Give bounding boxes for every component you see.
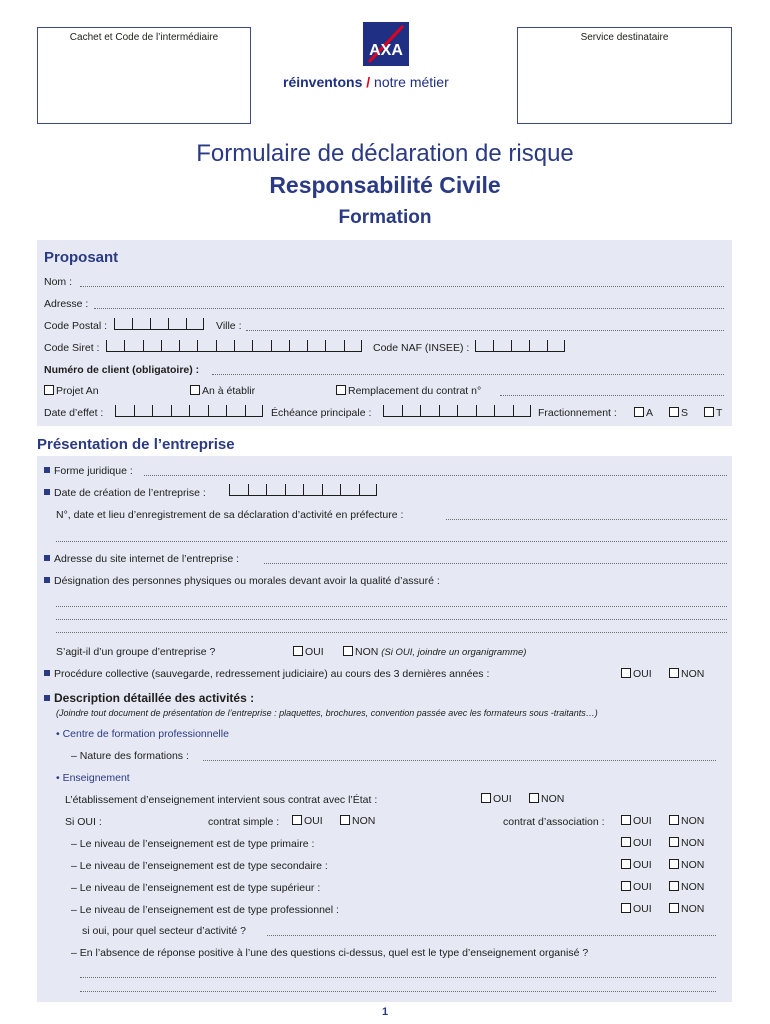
enregistrement-label: N°, date et lieu d’enregistrement de sa déclaration d’activité en préfecture : — [56, 509, 404, 521]
bullet-dot-icon: • — [56, 772, 63, 784]
procedure-text: Procédure collective (sauvegarde, redressement judiciaire) au cours des 3 dernières années : — [54, 668, 490, 680]
description-label — [44, 691, 254, 705]
projet-an-checkbox[interactable] — [44, 385, 54, 395]
axa-logo-text: AXA — [369, 42, 403, 59]
enseignement-text: Enseignement — [62, 772, 130, 784]
forme-juridique-label — [44, 465, 133, 477]
code-postal-comb[interactable] — [114, 318, 204, 330]
ville-field[interactable] — [246, 330, 724, 331]
professionnel-non-option[interactable] — [669, 903, 704, 915]
designation-field-3[interactable] — [56, 632, 727, 633]
groupe-note: (Si OUI, joindre un organigramme) — [381, 647, 527, 658]
code-naf-comb[interactable] — [475, 340, 565, 352]
code-siret-comb[interactable] — [106, 340, 362, 352]
code-postal-label: Code Postal : — [44, 320, 108, 332]
bullet-square-icon — [44, 467, 50, 473]
niveau-secondaire-label: – Le niveau de l’enseignement est de type secondaire : — [71, 860, 328, 872]
contrat-association-label: contrat d’association : — [503, 816, 605, 828]
frac-a-checkbox[interactable] — [634, 407, 644, 417]
contrat-association-non-checkbox[interactable] — [669, 815, 679, 825]
groupe-oui-label: OUI — [305, 646, 324, 658]
echeance-label: Échéance principale : — [271, 407, 372, 419]
primaire-non-option[interactable] — [669, 837, 704, 849]
axa-logo — [363, 22, 409, 66]
ville-label: Ville : — [216, 320, 242, 332]
contrat-association-oui-label: OUI — [633, 815, 652, 827]
professionnel-oui-checkbox[interactable] — [621, 903, 631, 913]
groupe-non-label: NON — [355, 646, 379, 658]
secondaire-non-label: NON — [681, 859, 705, 871]
contrat-simple-non-option[interactable] — [340, 815, 375, 827]
contrat-etat-oui-checkbox[interactable] — [481, 793, 491, 803]
contrat-simple-non-label: NON — [352, 815, 376, 827]
adresse-field[interactable] — [94, 308, 724, 309]
enregistrement-field-2[interactable] — [56, 541, 727, 542]
designation-text: Désignation des personnes physiques ou morales devant avoir la qualité d’assuré : — [54, 575, 440, 587]
professionnel-non-label: NON — [681, 903, 705, 915]
contrat-etat-non-label: NON — [541, 793, 565, 805]
secteur-label: si oui, pour quel secteur d’activité ? — [82, 925, 247, 937]
contrat-association-oui-option[interactable] — [621, 815, 652, 827]
nature-label: – Nature des formations : — [71, 750, 189, 762]
groupe-oui-option[interactable] — [293, 646, 324, 658]
secondaire-oui-label: OUI — [633, 859, 652, 871]
groupe-non-option[interactable] — [343, 646, 526, 658]
contrat-simple-oui-checkbox[interactable] — [292, 815, 302, 825]
procedure-oui-label: OUI — [633, 668, 652, 680]
site-field[interactable] — [264, 563, 727, 564]
procedure-oui-option[interactable] — [621, 668, 652, 680]
primaire-oui-option[interactable] — [621, 837, 652, 849]
date-creation-comb[interactable] — [229, 484, 377, 496]
superieur-oui-label: OUI — [633, 881, 652, 893]
an-a-etablir-label: An à établir — [202, 385, 256, 397]
slogan — [283, 74, 449, 90]
proposant-panel — [37, 240, 732, 426]
absence-field-2[interactable] — [80, 991, 716, 992]
site-text: Adresse du site internet de l’entreprise : — [54, 553, 240, 565]
form-subsubtitle: Formation — [338, 207, 432, 228]
frac-a-option[interactable] — [634, 407, 653, 419]
destination-service-title: Service destinataire — [580, 32, 669, 43]
secondaire-non-checkbox[interactable] — [669, 859, 679, 869]
frac-a-label: A — [646, 407, 654, 419]
axa-logo-mark — [363, 22, 409, 66]
nature-field[interactable] — [203, 760, 716, 761]
designation-label — [44, 575, 440, 587]
si-oui-label: Si OUI : — [65, 816, 102, 828]
designation-field-2[interactable] — [56, 619, 727, 620]
contrat-association-oui-checkbox[interactable] — [621, 815, 631, 825]
contrat-simple-oui-label: OUI — [304, 815, 323, 827]
forme-juridique-text: Forme juridique : — [54, 465, 133, 477]
page-number: 1 — [381, 1006, 389, 1018]
procedure-label — [44, 668, 489, 680]
an-a-etablir-option[interactable] — [190, 385, 255, 397]
contrat-simple-oui-option[interactable] — [292, 815, 323, 827]
absence-label: – En l’absence de réponse positive à l’une des questions ci-dessus, quel est le type d’enseignement organisé ? — [71, 947, 589, 959]
fractionnement-label: Fractionnement : — [538, 407, 617, 419]
superieur-non-checkbox[interactable] — [669, 881, 679, 891]
contrat-association-non-option[interactable] — [669, 815, 704, 827]
projet-an-label: Projet An — [56, 385, 99, 397]
bullet-square-icon — [44, 555, 50, 561]
an-a-etablir-checkbox[interactable] — [190, 385, 200, 395]
slogan-slash: / — [366, 74, 371, 90]
contrat-simple-label: contrat simple : — [208, 816, 280, 828]
contrat-etat-label: L’établissement d’enseignement intervient sous contrat avec l’État : — [65, 794, 378, 806]
contrat-etat-non-checkbox[interactable] — [529, 793, 539, 803]
code-siret-label: Code Siret : — [44, 342, 100, 354]
date-effet-label: Date d’effet : — [44, 407, 104, 419]
date-effet-comb[interactable] — [115, 405, 263, 417]
professionnel-oui-option[interactable] — [621, 903, 652, 915]
absence-field-1[interactable] — [80, 977, 716, 978]
frac-s-label: S — [681, 407, 689, 419]
niveau-primaire-label: – Le niveau de l’enseignement est de type primaire : — [71, 838, 315, 850]
primaire-non-checkbox[interactable] — [669, 837, 679, 847]
frac-s-checkbox[interactable] — [669, 407, 679, 417]
designation-field-1[interactable] — [56, 606, 727, 607]
slogan-light: notre métier — [374, 74, 449, 90]
professionnel-non-checkbox[interactable] — [669, 903, 679, 913]
forme-juridique-field[interactable] — [144, 475, 727, 476]
remplacement-field[interactable] — [500, 395, 724, 396]
projet-an-option[interactable] — [44, 385, 99, 397]
frac-t-checkbox[interactable] — [704, 407, 714, 417]
contrat-etat-non-option[interactable] — [529, 793, 564, 805]
numero-client-label: Numéro de client (obligatoire) : — [44, 364, 200, 376]
enseignement-heading — [56, 772, 130, 784]
description-note: (Joindre tout document de présentation de l’entreprise : plaquettes, brochures, convention passée avec les formateurs sous -traitants…) — [56, 708, 598, 718]
centre-formation-text: Centre de formation professionnelle — [62, 728, 229, 740]
echeance-comb[interactable] — [383, 405, 531, 417]
description-text: Description détaillée des activités : — [54, 691, 255, 705]
niveau-superieur-label: – Le niveau de l’enseignement est de type supérieur : — [71, 882, 321, 894]
niveau-professionnel-label: – Le niveau de l’enseignement est de type professionnel : — [71, 904, 339, 916]
bullet-square-icon — [44, 695, 50, 701]
procedure-non-option[interactable] — [669, 668, 704, 680]
secondaire-non-option[interactable] — [669, 859, 704, 871]
form-subtitle: Responsabilité Civile — [269, 172, 501, 198]
professionnel-oui-label: OUI — [633, 903, 652, 915]
contrat-etat-oui-option[interactable] — [481, 793, 512, 805]
centre-formation-heading — [56, 728, 229, 740]
frac-t-option[interactable] — [704, 407, 722, 419]
secondaire-oui-option[interactable] — [621, 859, 652, 871]
procedure-non-label: NON — [681, 668, 705, 680]
adresse-label: Adresse : — [44, 298, 89, 310]
enregistrement-field[interactable] — [446, 519, 727, 520]
frac-s-option[interactable] — [669, 407, 688, 419]
date-creation-text: Date de création de l’entreprise : — [54, 487, 206, 499]
remplacement-label: Remplacement du contrat n° — [348, 385, 482, 397]
destination-service-box — [517, 27, 732, 124]
date-creation-label — [44, 487, 206, 499]
secteur-field[interactable] — [267, 935, 716, 936]
superieur-oui-checkbox[interactable] — [621, 881, 631, 891]
groupe-label: S’agit-il d’un groupe d’entreprise ? — [56, 646, 216, 658]
frac-t-label: T — [716, 407, 723, 419]
site-label — [44, 553, 239, 565]
bullet-dot-icon: • — [56, 728, 63, 740]
primaire-oui-label: OUI — [633, 837, 652, 849]
contrat-simple-non-checkbox[interactable] — [340, 815, 350, 825]
remplacement-option[interactable] — [336, 385, 481, 397]
secondaire-oui-checkbox[interactable] — [621, 859, 631, 869]
primaire-non-label: NON — [681, 837, 705, 849]
nom-field[interactable] — [80, 286, 724, 287]
form-title: Formulaire de déclaration de risque — [196, 140, 574, 167]
groupe-oui-checkbox[interactable] — [293, 646, 303, 656]
groupe-non-checkbox[interactable] — [343, 646, 353, 656]
procedure-non-checkbox[interactable] — [669, 668, 679, 678]
procedure-oui-checkbox[interactable] — [621, 668, 631, 678]
remplacement-checkbox[interactable] — [336, 385, 346, 395]
slogan-bold: réinventons — [283, 74, 363, 90]
code-naf-label: Code NAF (INSEE) : — [373, 342, 470, 354]
proposant-heading: Proposant — [44, 249, 119, 266]
contrat-association-non-label: NON — [681, 815, 705, 827]
intermediary-stamp-title: Cachet et Code de l’intermédiaire — [69, 32, 219, 43]
nom-label: Nom : — [44, 276, 73, 288]
superieur-non-label: NON — [681, 881, 705, 893]
superieur-non-option[interactable] — [669, 881, 704, 893]
bullet-square-icon — [44, 489, 50, 495]
bullet-square-icon — [44, 577, 50, 583]
primaire-oui-checkbox[interactable] — [621, 837, 631, 847]
superieur-oui-option[interactable] — [621, 881, 652, 893]
numero-client-field[interactable] — [212, 374, 724, 375]
contrat-etat-oui-label: OUI — [493, 793, 512, 805]
bullet-square-icon — [44, 670, 50, 676]
intermediary-stamp-box — [37, 27, 251, 124]
entreprise-heading: Présentation de l’entreprise — [37, 436, 235, 453]
